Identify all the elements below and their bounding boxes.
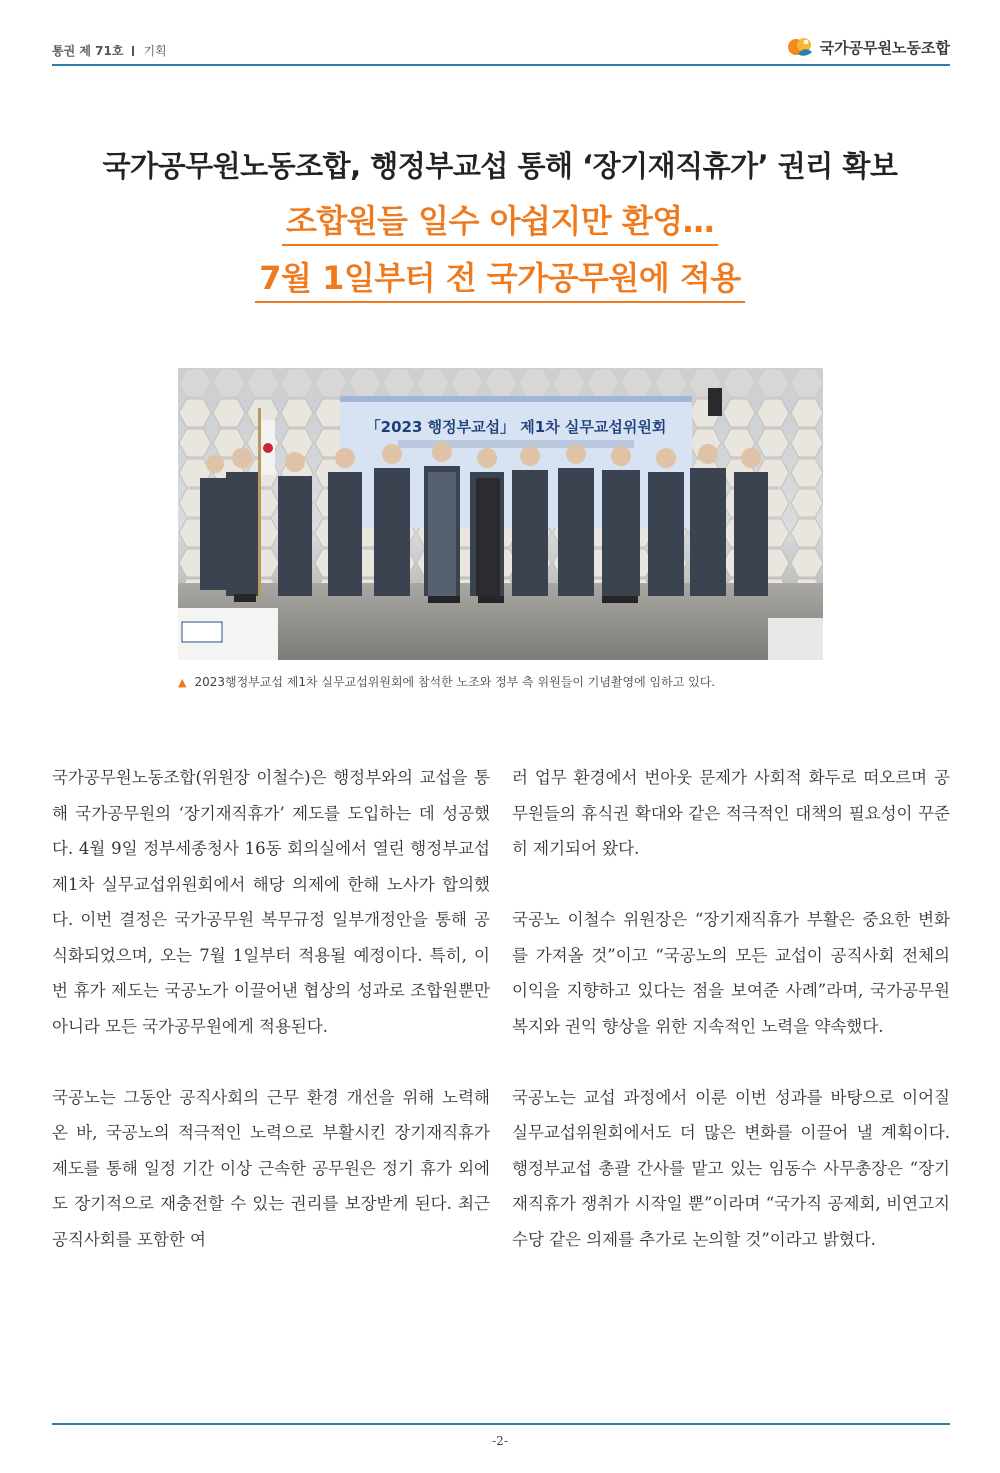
subheadline-1-text: 조합원들 일수 아쉽지만 환영… [282, 196, 718, 246]
footer-rule [52, 1423, 950, 1425]
issue-label [52, 42, 167, 59]
issue-number: 통권 제 71호 [52, 44, 124, 58]
union-logo-icon [788, 36, 814, 58]
issue-category: 기획 [143, 44, 167, 58]
banner-title: 「2023 행정부교섭」 제1차 실무교섭위원회 [365, 418, 667, 436]
brand [788, 36, 950, 58]
subheadline-1 [0, 196, 1000, 246]
photo-caption-text: 2023행정부교섭 제1차 실무교섭위원회에 참석한 노조와 정부 측 위원들이 기념촬영에 임하고 있다. [194, 675, 716, 689]
body-paragraph: 국가공무원노동조합(위원장 이철수)은 행정부와의 교섭을 통해 국가공무원의 ‘장기재직휴가’ 제도를 도입하는 데 성공했다. 4월 9일 정부세종청사 16동 회의실에서 열린 행정부교섭 제1차 실무교섭위원회에서 해당 의제에 한해 노사가 합의했다. 이번 결정은 국가공무원 복무규정 일부개정안을 통해 공식화되었으며, 오는 7월 1일부터 적용될 예정이다. 특히, 이번 휴가 제도는 국공노가 이끌어낸 협상의 성과로 조합원뿐만 아니라 모든 국가공무원에게 적용된다. [52, 768, 490, 1036]
body-paragraph: 국공노는 교섭 과정에서 이룬 이번 성과를 바탕으로 이어질 실무교섭위원회에서도 더 많은 변화를 이끌어 낼 계획이다. 행정부교섭 총괄 간사를 맡고 있는 임동수 사무총장은 “장기재직휴가 쟁취가 시작일 뿐”이라며 “국가직 공제회, 비연고지 수당 같은 의제를 추가로 논의할 것”이라고 밝혔다. [512, 1087, 950, 1249]
brand-name: 국가공무원노동조합 [819, 38, 950, 57]
issue-separator [132, 46, 134, 56]
triangle-up-icon: ▲ [178, 676, 187, 689]
group-photo-illustration [178, 368, 823, 660]
body-paragraph: 러 업무 환경에서 번아웃 문제가 사회적 화두로 떠오르며 공무원들의 휴식권 확대와 같은 적극적인 대책의 필요성이 꾸준히 제기되어 왔다. [512, 768, 950, 858]
body-column-left [52, 760, 490, 1293]
group-photo [178, 368, 823, 660]
subheadline-2 [0, 253, 1000, 303]
body-paragraph: 국공노는 그동안 공직사회의 근무 환경 개선을 위해 노력해 온 바, 국공노의 적극적인 노력으로 부활시킨 장기재직휴가 제도를 통해 일정 기간 이상 근속한 공무원은 정기 휴가 외에도 장기적으로 재충전할 수 있는 권리를 보장받게 된다. 최근 공직사회를 포함한 여 [52, 1087, 490, 1249]
headline: 국가공무원노동조합, 행정부교섭 통해 ‘장기재직휴가’ 권리 확보 [102, 149, 898, 183]
body-paragraph: 국공노 이철수 위원장은 “장기재직휴가 부활은 중요한 변화를 가져올 것”이고 “국공노의 모든 교섭이 공직사회 전체의 이익을 지향하고 있다는 점을 보여준 사례”라며, 국가공무원 복지와 권익 향상을 위한 지속적인 노력을 약속했다. [512, 910, 950, 1036]
body-column-right [512, 760, 950, 1293]
page-header [52, 0, 950, 66]
photo-caption [178, 673, 715, 690]
subheadline-2-text: 7월 1일부터 전 국가공무원에 적용 [255, 253, 744, 303]
page-number: -2- [492, 1434, 508, 1448]
